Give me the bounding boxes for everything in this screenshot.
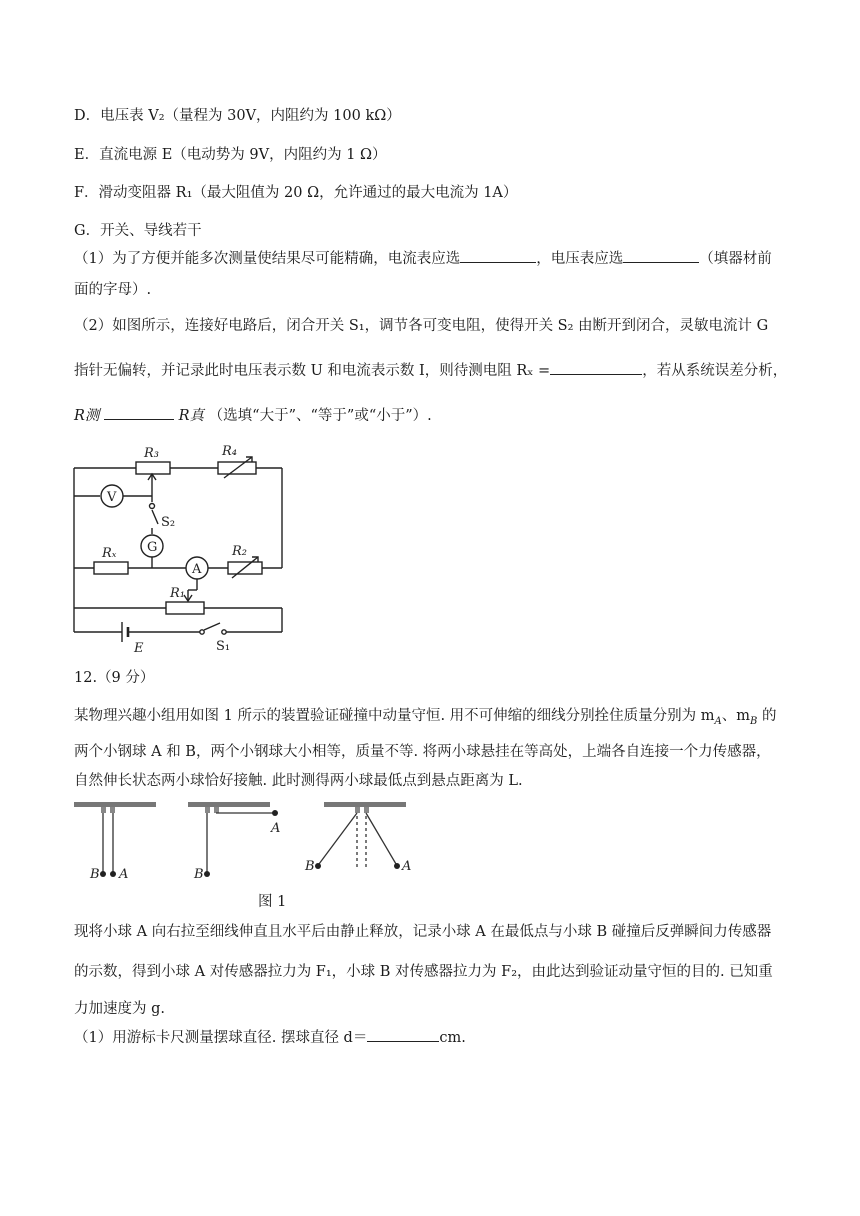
fig-label-a3: A <box>402 859 412 874</box>
label-s1: S₁ <box>216 639 231 654</box>
q11-part2-text-b: 指针无偏转，并记录此时电压表示数 U 和电流表示数 I，则待测电阻 Rₓ = <box>74 363 551 379</box>
fig-label-b3: B <box>305 859 315 874</box>
resistor-r3 <box>136 462 170 474</box>
label-s2: S₂ <box>161 515 176 530</box>
q12-text-line2: 的示数，得到小球 A 对传感器拉力为 F₁，小球 B 对传感器拉力为 F₂，由此达到验证动量守恒的目的. 已知重 <box>74 964 773 980</box>
q12-intro-line1 <box>74 704 776 727</box>
fig-label-b2: B <box>194 867 204 882</box>
resistor-rx <box>94 562 128 574</box>
option-g: G．开关、导线若干 <box>74 223 202 239</box>
label-r1: R₁ <box>170 586 185 601</box>
q12-intro-text-1: 某物理兴趣小组用如图 1 所示的装置验证碰撞中动量守恒. 用不可伸缩的细线分别拴住质量分别为 m <box>74 708 715 724</box>
q12-intro-line3: 自然伸长状态两小球恰好接触. 此时测得两小球最低点到悬点距离为 L. <box>74 773 523 789</box>
q12-sub1-text-a: （1）用游标卡尺测量摆球直径. 摆球直径 d＝ <box>74 1030 368 1046</box>
figure-1-pendulums <box>66 796 426 886</box>
compare-answer-blank[interactable] <box>104 405 174 420</box>
fig-label-b1: B <box>90 867 100 882</box>
r-true-label: R真 <box>178 408 205 424</box>
label-r4: R₄ <box>222 444 237 459</box>
q12-intro-line2: 两个小钢球 A 和 B，两个小钢球大小相等，质量不等. 将两小球悬挂在等高处，上端各自连接一个力传感器， <box>74 744 771 760</box>
q12-text-line3: 力加速度为 g. <box>74 1001 165 1017</box>
q11-part2-line1: （2）如图所示，连接好电路后，闭合开关 S₁，调节各可变电阻，使得开关 S₂ 由断开到闭合，灵敏电流计 G <box>74 318 769 334</box>
ammeter-answer-blank[interactable] <box>460 248 536 263</box>
label-e: E <box>134 641 144 656</box>
mass-sub-b: B <box>750 715 758 727</box>
option-f: F．滑动变阻器 R₁（最大阻值为 20 Ω，允许通过的最大电流为 1A） <box>74 185 518 201</box>
label-r3: R₃ <box>144 446 159 461</box>
fig-label-a1: A <box>119 867 129 882</box>
rx-answer-blank[interactable] <box>550 360 642 375</box>
label-r2: R₂ <box>232 544 247 559</box>
q11-part1-line1 <box>74 247 772 268</box>
voltmeter-answer-blank[interactable] <box>623 248 699 263</box>
q11-part2-line3 <box>74 404 432 425</box>
q11-part2-text-c: ，若从系统误差分析， <box>642 363 788 379</box>
option-e: E．直流电源 E（电动势为 9V，内阻约为 1 Ω） <box>74 147 387 163</box>
r-measured-label: R测 <box>74 408 100 424</box>
diameter-answer-blank[interactable] <box>367 1027 439 1042</box>
resistor-r1 <box>166 602 204 614</box>
q11-part2-text-d3: （选填“大于”、“等于”或“小于”）. <box>208 408 432 424</box>
q12-sub1-text-b: cm. <box>439 1030 466 1046</box>
q12-intro-text-end: 的 <box>757 708 777 724</box>
circuit-diagram <box>66 440 296 656</box>
label-a: A <box>192 562 202 577</box>
figure-1-caption: 图 1 <box>258 894 287 910</box>
option-d: D．电压表 V₂（量程为 30V，内阻约为 100 kΩ） <box>74 108 401 124</box>
q11-part1-text-c: （填器材前 <box>699 251 772 267</box>
q11-part1-text-a: （1）为了方便并能多次测量使结果尽可能精确，电流表应选 <box>74 251 461 267</box>
q12-text-line1: 现将小球 A 向右拉至细线伸直且水平后由静止释放，记录小球 A 在最低点与小球 B 碰撞后反弹瞬间力传感器 <box>74 924 772 940</box>
q12-heading: 12.（9 分） <box>74 670 155 686</box>
q11-part2-line2 <box>74 359 787 380</box>
label-rx: Rₓ <box>102 546 117 561</box>
label-v: V <box>107 490 117 505</box>
q12-intro-text-mid: 、m <box>721 708 751 724</box>
q12-sub1-line <box>74 1026 466 1047</box>
q11-part1-text-b: ，电压表应选 <box>536 251 624 267</box>
q11-part1-line2: 面的字母）. <box>74 282 152 298</box>
fig-label-a2: A <box>271 821 281 836</box>
mass-sub-a: A <box>714 715 722 727</box>
label-g: G <box>147 540 158 555</box>
